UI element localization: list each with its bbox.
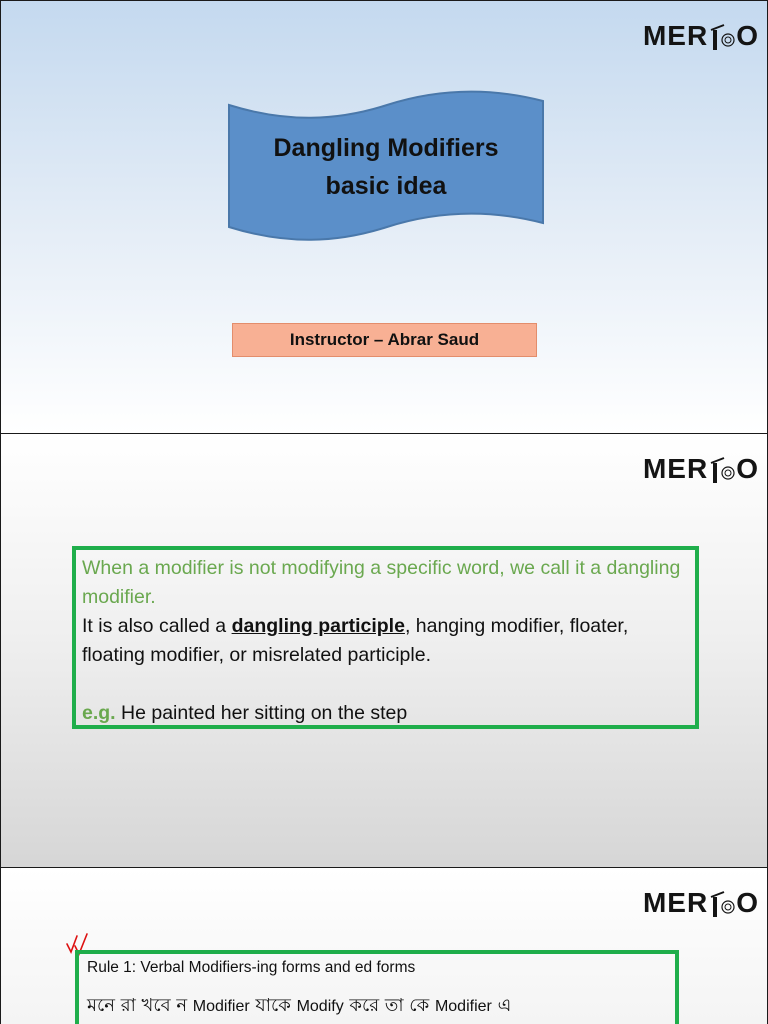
dangling-participle-term: dangling participle (231, 615, 405, 637)
example-label: e.g. (82, 702, 116, 724)
definition-text: When a modifier is not modifying a specific word, we call it a dangling modifier. (82, 557, 681, 608)
example-line (82, 699, 689, 728)
bn-text-4: এ (491, 995, 512, 1016)
bn-text-2: যাকে (249, 995, 297, 1016)
alt-names-suffix: , hanging modifier, floater, floating modifier, or misrelated participle. (82, 615, 629, 666)
en-text-1: Modifier (192, 998, 250, 1015)
en-text-3: Modifier (434, 998, 492, 1015)
merito-logo (643, 452, 759, 486)
logo-text-right: O (736, 20, 759, 51)
merito-logo (643, 886, 759, 920)
logo-target-icon (709, 21, 735, 51)
logo-text-left: MER (642, 887, 709, 918)
instructor-label: Instructor – Abrar Saud (232, 323, 537, 357)
bn-text-3: করে তা কে (343, 995, 435, 1016)
slide-rule-1 (0, 867, 768, 1024)
merito-logo (643, 19, 759, 53)
en-text-2: Modify (296, 998, 344, 1015)
logo-text-right: O (736, 453, 759, 484)
slide-title-line1: Dangling Modifiers (273, 134, 499, 162)
rule-title: Rule 1: Verbal Modifiers-ing forms and ed forms (87, 959, 416, 976)
slide-title-line2: basic idea (325, 172, 447, 200)
alt-names-prefix: It is also called a (82, 615, 232, 637)
logo-target-icon (709, 454, 735, 484)
definition-box (72, 546, 699, 729)
logo-text-right: O (736, 887, 759, 918)
slide-definition (0, 433, 768, 868)
bn-text-1: মনে রা খবে ন (87, 995, 193, 1016)
slide-title (0, 0, 768, 434)
rule-box (75, 950, 679, 1024)
example-text: He painted her sitting on the step (115, 702, 408, 724)
logo-text-left: MER (642, 20, 709, 51)
title-banner (227, 87, 545, 245)
logo-target-icon (709, 888, 735, 918)
rule-explanation-line (87, 994, 667, 1019)
alternate-names-text (82, 612, 689, 670)
logo-text-left: MER (642, 453, 709, 484)
